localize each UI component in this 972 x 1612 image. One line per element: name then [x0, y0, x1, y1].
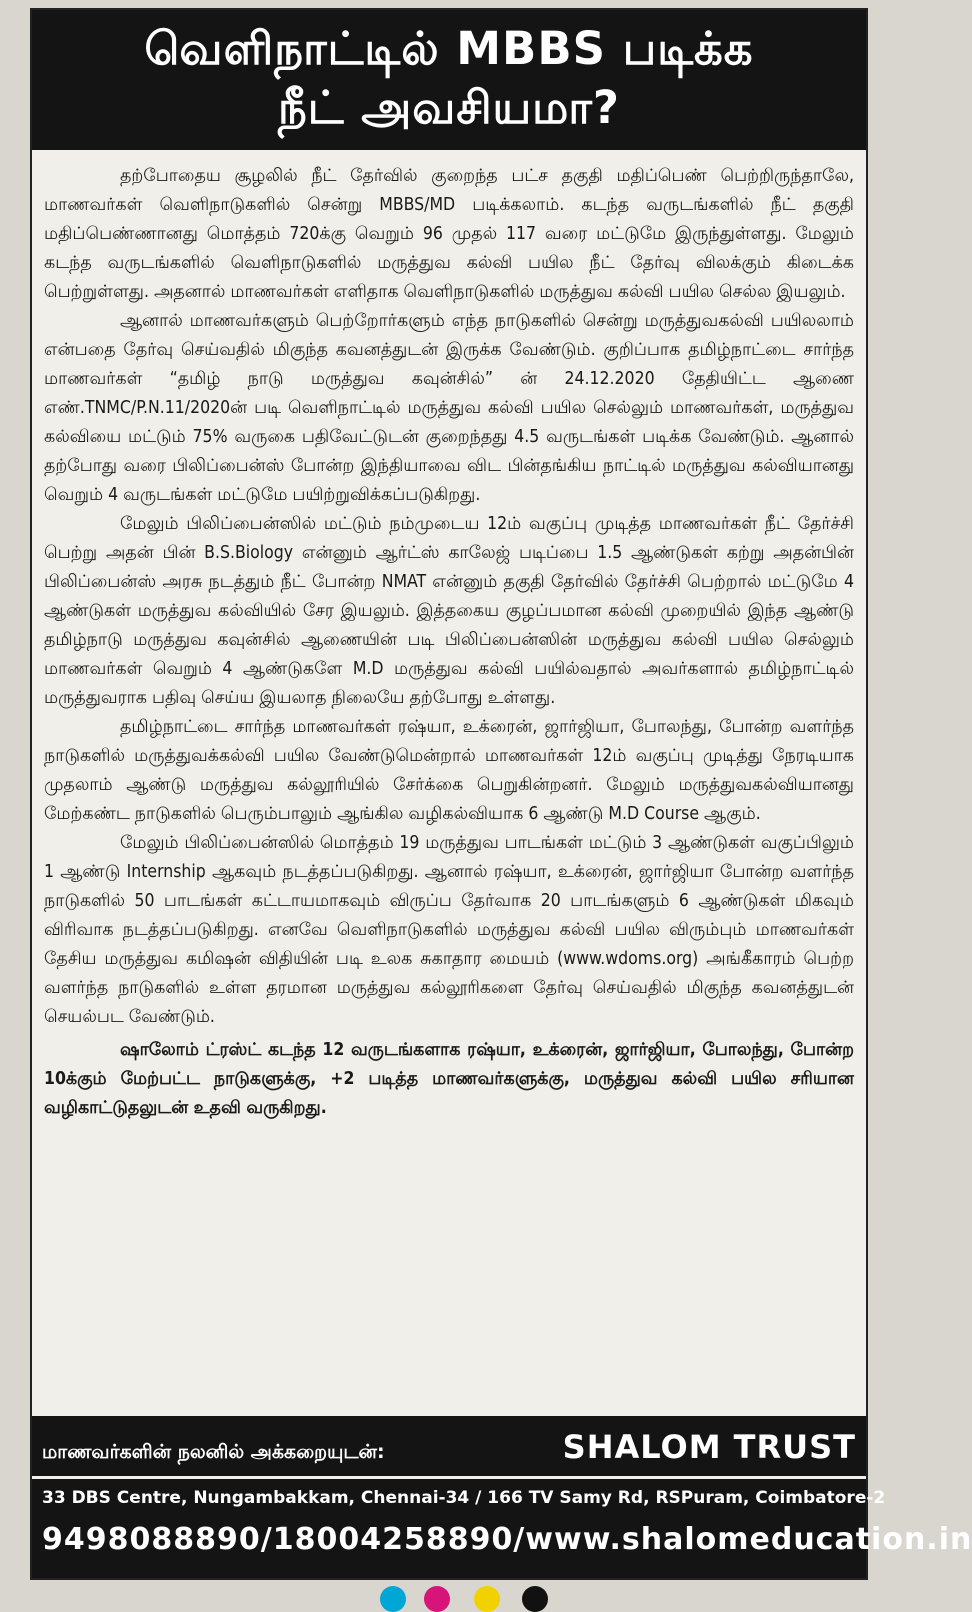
- footer-contact: 9498088890/18004258890/www.shalomeducation.in: [42, 1522, 972, 1557]
- footer-tagline: மாணவர்களின் நலனில் அக்கறையுடன்:: [42, 1441, 385, 1463]
- headline-line-2: நீட் அவசியமா?: [277, 81, 621, 134]
- newspaper-clipping: [30, 8, 972, 1580]
- paragraph-1: தற்போதைய சூழலில் நீட் தேர்வில் குறைந்த பட்ச தகுதி மதிப்பெண் பெற்றிருந்தாலே, மாணவர்கள் வெளிநாடுகளில் சென்று MBBS/MD படிக்கலாம். கடந்த வருடங்களில் நீட் தகுதி மதிப்பெண்ணானது மொத்தம் 720க்கு வெறும் 96 முதல் 117 வரை மட்டுமே இருந்துள்ளது. மேலும் கடந்த வருடங்களில் வெளிநாடுகளில் மருத்துவ கல்வி பயில நீட் தேர்வு விலக்கும் கிடைக்க பெற்றுள்ளது. அதனால் மாணவர்கள் எளிதாக வெளிநாடுகளில் மருத்துவ கல்வி பயில செல்ல இயலும்.: [44, 166, 854, 302]
- registration-dot-magenta: [424, 1586, 450, 1612]
- footer-address: 33 DBS Centre, Nungambakkam, Chennai-34 / 166 TV Samy Rd, RSPuram, Coimbatore-2: [42, 1488, 886, 1508]
- registration-marks: [380, 1582, 560, 1600]
- article-body: [32, 150, 866, 1123]
- footer-banner: [32, 1416, 972, 1578]
- brand-name: SHALOM TRUST: [562, 1428, 856, 1466]
- registration-dot-yellow: [474, 1586, 500, 1612]
- paragraph-5: மேலும் பிலிப்பைன்ஸில் மொத்தம் 19 மருத்துவ பாடங்கள் மட்டும் 3 ஆண்டுகள் வகுப்பிலும் 1 ஆண்டு Internship ஆகவும் நடத்தப்படுகிறது. ஆனால் ரஷ்யா, உக்ரைன், ஜார்ஜியா போன்ற வளர்ந்த நாடுகளில் 50 பாடங்கள் கட்டாயமாகவும் விருப்ப தேர்வாக 20 பாடங்களும் 6 ஆண்டுகள் மிகவும் விரிவாக நடத்தப்படுகிறது. எனவே வெளிநாடுகளில் மருத்துவ கல்வி பயில விரும்பும் மாணவர்கள் தேசிய மருத்துவ கமிஷன் விதியின் படி உலக சுகாதார மையம் (www.wdoms.org) அங்கீகாரம் பெற்ற வளர்ந்த நாடுகளில் உள்ள தரமான மருத்துவ கல்லூரிகளை தேர்வு செய்வதில் மிகுந்த கவனத்துடன் செயல்பட வேண்டும்.: [44, 833, 854, 1027]
- footer-top-row: [42, 1426, 856, 1466]
- paragraph-4: தமிழ்நாட்டை சார்ந்த மாணவர்கள் ரஷ்யா, உக்ரைன், ஜார்ஜியா, போலந்து, போன்ற வளர்ந்த நாடுகளில் மருத்துவக்கல்வி பயில வேண்டுமென்றால் மாணவர்கள் 12ம் வகுப்பு முடித்து நேரடியாக முதலாம் ஆண்டு மருத்துவ கல்லூரியில் சேர்க்கை பெறுகின்றனர். மேலும் மருத்துவகல்வியானது மேற்கண்ட நாடுகளில் பெரும்பாலும் ஆங்கில வழிகல்வியாக 6 ஆண்டு M.D Course ஆகும்.: [44, 717, 854, 824]
- headline-banner: [32, 10, 866, 150]
- headline-line-1: வெளிநாட்டில் MBBS படிக்க: [144, 22, 754, 75]
- registration-dot-cyan: [380, 1586, 406, 1612]
- paragraph-3: மேலும் பிலிப்பைன்ஸில் மட்டும் நம்முடைய 12ம் வகுப்பு முடித்த மாணவர்கள் நீட் தேர்ச்சி பெற்று அதன் பின் B.S.Biology என்னும் ஆர்ட்ஸ் காலேஜ் படிப்பை 1.5 ஆண்டுகள் கற்று அதன்பின் பிலிப்பைன்ஸ் அரசு நடத்தும் நீட் போன்ற NMAT என்னும் தகுதி தேர்வில் தேர்ச்சி பெற்றால் மட்டுமே 4 ஆண்டுகள் மருத்துவ கல்வியில் சேர இயலும். இத்தகைய குழப்பமான கல்வி முறையில் இந்த ஆண்டு தமிழ்நாடு மருத்துவ கவுன்சில் ஆணையின் படி பிலிப்பைன்ஸின் மருத்துவ கல்வி பயில செல்லும் மாணவர்கள் வெறும் 4 ஆண்டுகளே M.D மருத்துவ கல்வி பயில்வதால் அவர்களால் தமிழ்நாட்டில் மருத்துவராக பதிவு செய்ய இயலாத நிலையே தற்போது உள்ளது.: [44, 514, 854, 708]
- registration-dot-black: [522, 1586, 548, 1612]
- closing-paragraph: ஷாலோம் ட்ரஸ்ட் கடந்த 12 வருடங்களாக ரஷ்யா, உக்ரைன், ஜார்ஜியா, போலந்து, போன்ற 10க்கும் மேற்பட்ட நாடுகளுக்கு, +2 படித்த மாணவர்களுக்கு, மருத்துவ கல்வி பயில சரியான வழிகாட்டுதலுடன் உதவி வருகிறது.: [44, 1040, 854, 1118]
- paragraph-2: ஆனால் மாணவர்களும் பெற்றோர்களும் எந்த நாடுகளில் சென்று மருத்துவகல்வி பயிலலாம் என்பதை தேர்வு செய்வதில் மிகுந்த கவனத்துடன் இருக்க வேண்டும். குறிப்பாக தமிழ்நாட்டை சார்ந்த மாணவர்கள் “தமிழ் நாடு மருத்துவ கவுன்சில்” ன் 24.12.2020 தேதியிட்ட ஆணை எண்.TNMC/P.N.11/2020ன் படி வெளிநாட்டில் மருத்துவ கல்வி பயில செல்லும் மாணவர்கள், மருத்துவ கல்வியை மட்டும் 75% வருகை பதிவேட்டுடன் குறைந்தது 4.5 வருடங்கள் படிக்க வேண்டும். ஆனால் தற்போது வரை பிலிப்பைன்ஸ் போன்ற இந்தியாவை விட பின்தங்கிய நாட்டில் மருத்துவ கல்வியானது வெறும் 4 வருடங்கள் மட்டுமே பயிற்றுவிக்கப்படுகிறது.: [44, 311, 854, 505]
- footer-divider: [32, 1476, 866, 1479]
